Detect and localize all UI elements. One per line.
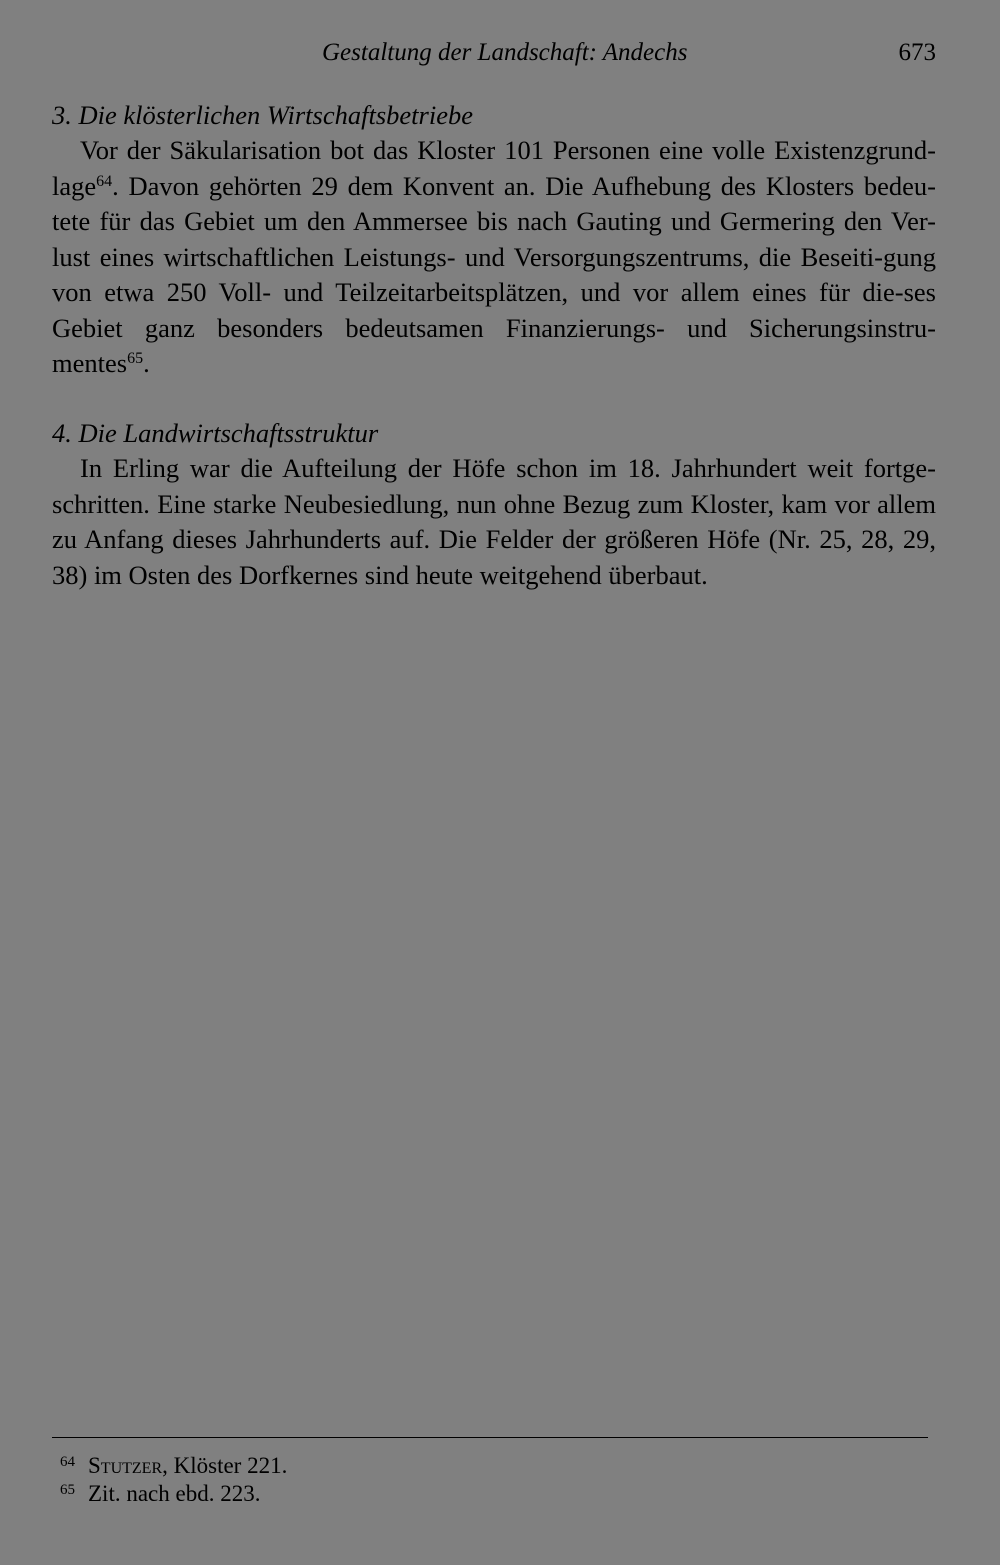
footnotes <box>60 1452 928 1508</box>
body-paragraph <box>52 133 936 382</box>
paragraph-text: . <box>143 348 150 378</box>
footnote-reference: 65 <box>127 350 144 368</box>
paragraph-text: Vor der Säkularisation bot das Kloster 101 Personen eine volle Existenzgrund-lage <box>52 135 936 201</box>
footnote-divider <box>52 1437 928 1438</box>
section-heading: 4. Die Landwirtschaftsstruktur <box>52 418 379 448</box>
footnote: 65 Zit. nach ebd. 223. <box>60 1481 261 1506</box>
footnote-reference: 64 <box>96 172 113 190</box>
section-heading: 3. Die klösterlichen Wirtschaftsbetriebe <box>52 100 473 130</box>
footnote: 64 Stutzer, Klöster 221. <box>60 1453 288 1478</box>
body-paragraph: In Erling war die Aufteilung der Höfe schon im 18. Jahrhundert weit fortge-schritten. Eine starke Neubesiedlung, nun ohne Bezug zum Kloster, kam vor allem zu Anfang dieses Jahrhunderts auf. Die Felder der größeren Höfe (Nr. 25, 28, 29, 38) im Osten des Dorfkernes sind heute weitgehend überbaut. <box>52 453 936 590</box>
page-number: 673 <box>898 39 936 66</box>
section-landwirtschaftsstruktur <box>52 416 936 593</box>
footnote-author: Stutzer <box>88 1453 163 1478</box>
running-header <box>52 36 936 70</box>
footnote-text: Zit. nach ebd. 223. <box>88 1481 261 1506</box>
paragraph-text: . Davon gehörten 29 dem Konvent an. Die Aufhebung des Klosters bedeu-tete für das Gebiet um den Ammersee bis nach Gauting und Germering den Ver-lust eines wirtschaftlichen Leistungs- und Versorgungszentrums, die Beseiti-gung von etwa 250 Voll- und Teilzeitarbeitsplätzen, und vor allem eines für die-ses Gebiet ganz besonders bedeutsamen Finanzierungs- und Sicherungsinstru-mentes <box>52 170 936 378</box>
footnote-text: , Klöster 221. <box>162 1453 288 1478</box>
section-wirtschaftsbetriebe <box>52 98 936 382</box>
running-title: Gestaltung der Landschaft: Andechs <box>322 39 688 66</box>
